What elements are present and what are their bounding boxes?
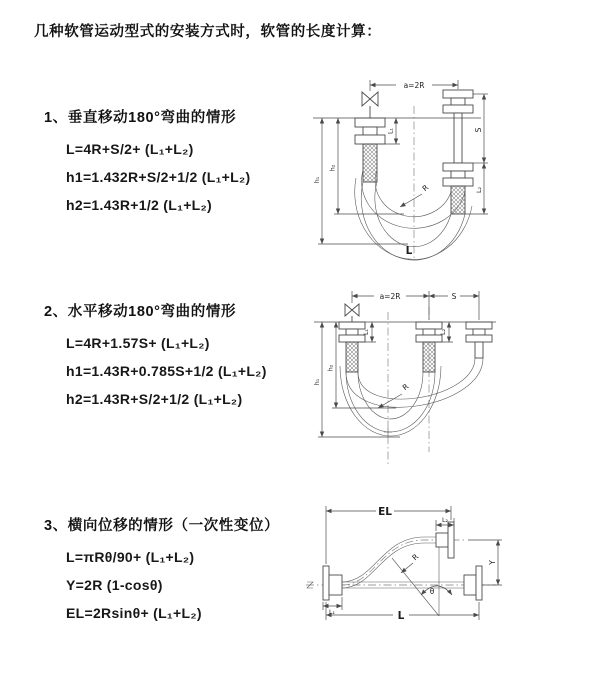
left-flange-assembly [323, 566, 342, 600]
dimension-lines [323, 505, 502, 622]
left-pipe-assembly [355, 92, 385, 182]
lateral-displacement-diagram [296, 498, 598, 650]
dim-label-theta: θ [429, 587, 435, 596]
hose-arcs [340, 358, 483, 436]
formula-line: h1=1.43R+0.785S+1/2 (L₁+L₂) [66, 363, 267, 379]
formula-line: EL=2Rsinθ+ (L₁+L₂) [66, 605, 202, 621]
dim-label-y: Y [488, 560, 497, 565]
formula-line: h1=1.432R+S/2+1/2 (L₁+L₂) [66, 169, 251, 185]
section-2-heading: 2、水平移动180°弯曲的情形 [44, 304, 237, 320]
flange [448, 522, 454, 558]
horizontal-bend-diagram [310, 282, 598, 474]
right-pipe-assembly [443, 90, 473, 214]
braided-hose [363, 144, 377, 182]
flange [476, 566, 482, 600]
pipe [475, 342, 483, 358]
dimension-lines [314, 291, 496, 438]
formula-line: L=4R+S/2+ (L₁+L₂) [66, 141, 194, 157]
dim-label-l2: L₂ [476, 186, 483, 194]
dim-label-s: S [474, 127, 483, 133]
formula-line: L=πRθ/90+ (L₁+L₂) [66, 549, 195, 565]
formula-line: h2=1.43R+S/2+1/2 (L₁+L₂) [66, 391, 243, 407]
dim-label-r: R [420, 182, 431, 194]
section-lateral-displacement [44, 514, 279, 627]
right-flange-assembly [464, 566, 482, 600]
formula-line: Y=2R (1-cosθ) [66, 577, 163, 593]
dim-label-h2: h₂ [327, 364, 335, 372]
right-pipe-assembly [466, 322, 492, 358]
dim-label-l-total: L [405, 245, 413, 257]
dim-label-l2: L₂ [440, 328, 447, 336]
dim-label-a2r: a=2R [379, 292, 401, 301]
dim-label-h2: h₂ [329, 164, 337, 172]
section-vertical-movement [44, 106, 251, 219]
flange [355, 118, 385, 127]
flange [466, 322, 492, 329]
dim-label-l1: L₁ [387, 127, 395, 135]
dim-label-l2: L₂ [441, 517, 449, 524]
dim-label-el: EL [378, 506, 392, 518]
vertical-bend-diagram [308, 68, 593, 265]
flange [443, 90, 473, 98]
section-1-heading: 1、垂直移动180°弯曲的情形 [44, 110, 237, 126]
flange [323, 566, 329, 600]
braided-hose [423, 342, 435, 372]
valve-icon [345, 304, 359, 316]
dim-label-s: S [451, 292, 457, 301]
dim-label-r: R [400, 381, 411, 393]
flange [416, 322, 442, 329]
braided-hose [451, 186, 465, 214]
braided-hose [346, 342, 358, 372]
dim-label-l-total: L [397, 610, 405, 622]
dim-label-l1: L₁ [363, 328, 370, 336]
dim-label-h1: h₁ [314, 378, 321, 386]
dim-label-l1: L₁ [328, 609, 336, 616]
hose-paths [342, 537, 464, 616]
section-3-heading: 3、横向位移的情形（一次性变位） [44, 518, 280, 534]
middle-pipe-assembly [416, 322, 442, 372]
section-horizontal-movement [44, 300, 267, 413]
formula-line: h2=1.43R+1/2 (L₁+L₂) [66, 197, 213, 213]
dim-label-r: R [410, 552, 421, 563]
pipe [454, 113, 462, 163]
dim-label-h1: h₁ [314, 176, 321, 184]
valve-icon [362, 92, 378, 106]
left-pipe-assembly [339, 304, 365, 372]
page-title: 几种软管运动型式的安装方式时，软管的长度计算： [34, 24, 382, 40]
dim-label-a2r: a=2R [403, 81, 425, 90]
formula-line: L=4R+1.57S+ (L₁+L₂) [66, 335, 210, 351]
flange [339, 322, 365, 329]
